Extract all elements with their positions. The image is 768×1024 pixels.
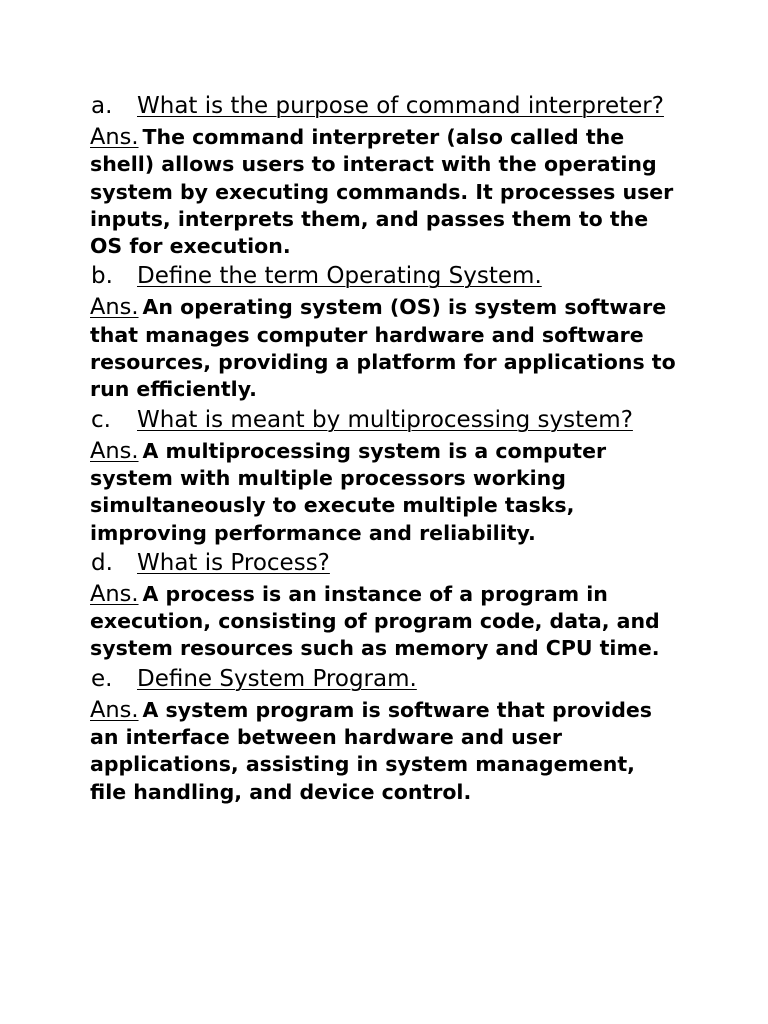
- question-text: What is the purpose of command interpreter?: [137, 93, 664, 119]
- question-text: What is Process?: [137, 549, 330, 576]
- answer-label: Ans.: [90, 124, 139, 150]
- qa-item-c: [90, 406, 678, 547]
- answer-d: [90, 581, 678, 663]
- answer-a: [90, 124, 678, 260]
- question-d: [90, 549, 678, 578]
- question-text: Define System Program.: [137, 665, 417, 692]
- question-b: [90, 262, 678, 291]
- answer-text: An operating system (OS) is system software that manages computer hardware and software resources, providing a platform for applications to run efficiently.: [90, 295, 676, 402]
- question-text: Define the term Operating System.: [137, 263, 542, 290]
- question-c: [90, 406, 678, 435]
- question-a: [90, 92, 678, 121]
- answer-text: A process is an instance of a program in execution, consisting of program code, data, and system resources such as memory and CPU time.: [90, 581, 660, 661]
- answer-e: [90, 697, 678, 806]
- answer-label: Ans.: [90, 696, 139, 723]
- answer-text: A system program is software that provides an interface between hardware and user applications, assisting in system management, file handling, and device control.: [90, 697, 652, 804]
- answer-text: A multiprocessing system is a computer system with multiple processors working simultaneously to execute multiple tasks, improving performance and reliability.: [90, 438, 607, 545]
- answer-text: The command interpreter (also called the shell) allows users to interact with the operating system by executing commands. It processes user inputs, interprets them, and passes them to the OS for execution.: [90, 125, 674, 259]
- question-e: [90, 665, 678, 694]
- question-letter: e.: [91, 665, 113, 692]
- answer-b: [90, 294, 678, 403]
- answer-label: Ans.: [90, 437, 139, 464]
- qa-item-d: [90, 549, 678, 663]
- qa-item-b: [90, 262, 678, 403]
- answer-label: Ans.: [90, 580, 139, 607]
- question-letter: d.: [91, 549, 113, 576]
- qa-item-a: [90, 92, 678, 260]
- question-letter: a.: [91, 93, 113, 119]
- answer-label: Ans.: [90, 294, 139, 321]
- question-text: What is meant by multiprocessing system?: [137, 406, 633, 433]
- question-letter: b.: [91, 263, 113, 290]
- qa-item-e: [90, 665, 678, 806]
- question-letter: c.: [91, 406, 111, 433]
- answer-c: [90, 438, 678, 547]
